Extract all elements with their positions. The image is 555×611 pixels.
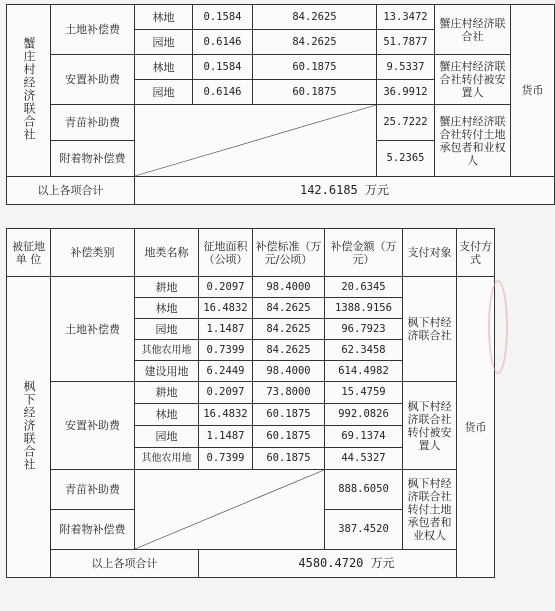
total-value: 142.6185 万元 (135, 177, 555, 205)
land-type: 林地 (135, 55, 193, 80)
area-value: 0.1584 (193, 55, 253, 80)
comp-type: 附着物补偿费 (51, 510, 135, 550)
land-type: 园地 (135, 426, 199, 448)
standard-value: 84.2625 (253, 30, 377, 55)
amount-value: 69.1374 (325, 426, 403, 448)
payee-cell: 蟹庄村经济联合社 (435, 5, 511, 55)
payee-cell: 蟹庄村经济联合社转付被安置人 (435, 55, 511, 105)
comp-type: 土地补偿费 (51, 5, 135, 55)
area-value: 1.1487 (199, 319, 253, 340)
land-type: 园地 (135, 30, 193, 55)
amount-value: 888.6050 (325, 470, 403, 510)
land-type: 耕地 (135, 277, 199, 298)
comp-type: 安置补助费 (51, 382, 135, 470)
land-type: 建设用地 (135, 361, 199, 382)
header-type: 补偿类别 (51, 229, 135, 277)
payee-cell: 枫下村经济联合社转付土地承包者和业权人 (403, 470, 457, 550)
comp-type: 青苗补助费 (51, 105, 135, 141)
standard-value: 60.1875 (253, 448, 325, 470)
area-value: 0.6146 (193, 30, 253, 55)
comp-type: 安置补助费 (51, 55, 135, 105)
amount-value: 44.5327 (325, 448, 403, 470)
amount-value: 62.3458 (325, 340, 403, 361)
land-type: 耕地 (135, 382, 199, 404)
amount-value: 13.3472 (377, 5, 435, 30)
amount-value: 614.4982 (325, 361, 403, 382)
area-value: 0.7399 (199, 448, 253, 470)
area-value: 16.4832 (199, 404, 253, 426)
amount-value: 992.0826 (325, 404, 403, 426)
unit-name: 蟹庄村经济联合社 (22, 37, 36, 141)
unit-cell (7, 5, 51, 177)
payee-cell: 枫下村经济联合社转付被安置人 (403, 382, 457, 470)
amount-value: 5.2365 (377, 141, 435, 177)
header-method: 支付方式 (457, 229, 495, 277)
header-amount: 补偿金额（万元） (325, 229, 403, 277)
land-type: 林地 (135, 404, 199, 426)
area-value: 0.2097 (199, 382, 253, 404)
comp-type: 青苗补助费 (51, 470, 135, 510)
land-type: 其他农用地 (135, 448, 199, 470)
diagonal-blank (135, 470, 325, 550)
land-type: 其他农用地 (135, 340, 199, 361)
unit-cell (7, 277, 51, 578)
amount-value: 20.6345 (325, 277, 403, 298)
area-value: 16.4832 (199, 298, 253, 319)
payee-cell: 蟹庄村经济联合社转付土地承包者和业权人 (435, 105, 511, 177)
standard-value: 60.1875 (253, 55, 377, 80)
comp-type: 附着物补偿费 (51, 141, 135, 177)
amount-value: 96.7923 (325, 319, 403, 340)
total-value: 4580.4720 万元 (199, 550, 495, 578)
header-area: 征地面积（公顷） (199, 229, 253, 277)
amount-value: 9.5337 (377, 55, 435, 80)
amount-value: 51.7877 (377, 30, 435, 55)
standard-value: 60.1875 (253, 80, 377, 105)
payee-cell: 枫下村经济联合社 (403, 277, 457, 382)
standard-value: 84.2625 (253, 319, 325, 340)
area-value: 0.1584 (193, 5, 253, 30)
diagonal-blank (135, 105, 377, 177)
header-standard: 补偿标准（万元/公顷） (253, 229, 325, 277)
header-land: 地类名称 (135, 229, 199, 277)
land-type: 林地 (135, 298, 199, 319)
standard-value: 60.1875 (253, 426, 325, 448)
area-value: 0.6146 (193, 80, 253, 105)
amount-value: 1388.9156 (325, 298, 403, 319)
pay-method: 货币 (511, 5, 555, 177)
compensation-table-xiezhuang (6, 4, 555, 205)
land-type: 林地 (135, 5, 193, 30)
standard-value: 84.2625 (253, 5, 377, 30)
standard-value: 84.2625 (253, 298, 325, 319)
standard-value: 98.4000 (253, 277, 325, 298)
compensation-table-fengxia (6, 228, 495, 578)
standard-value: 73.8000 (253, 382, 325, 404)
total-label: 以上各项合计 (7, 177, 135, 205)
header-payee: 支付对象 (403, 229, 457, 277)
area-value: 6.2449 (199, 361, 253, 382)
amount-value: 36.9912 (377, 80, 435, 105)
area-value: 1.1487 (199, 426, 253, 448)
unit-name: 枫下经济联合社 (22, 380, 36, 471)
standard-value: 84.2625 (253, 340, 325, 361)
stamp-mark (488, 280, 508, 374)
header-unit: 被征地单 位 (7, 229, 51, 277)
standard-value: 98.4000 (253, 361, 325, 382)
land-type: 园地 (135, 80, 193, 105)
area-value: 0.7399 (199, 340, 253, 361)
land-type: 园地 (135, 319, 199, 340)
area-value: 0.2097 (199, 277, 253, 298)
amount-value: 15.4759 (325, 382, 403, 404)
comp-type: 土地补偿费 (51, 277, 135, 382)
pay-method: 货币 (457, 277, 495, 578)
standard-value: 60.1875 (253, 404, 325, 426)
amount-value: 387.4520 (325, 510, 403, 550)
amount-value: 25.7222 (377, 105, 435, 141)
total-label: 以上各项合计 (51, 550, 199, 578)
